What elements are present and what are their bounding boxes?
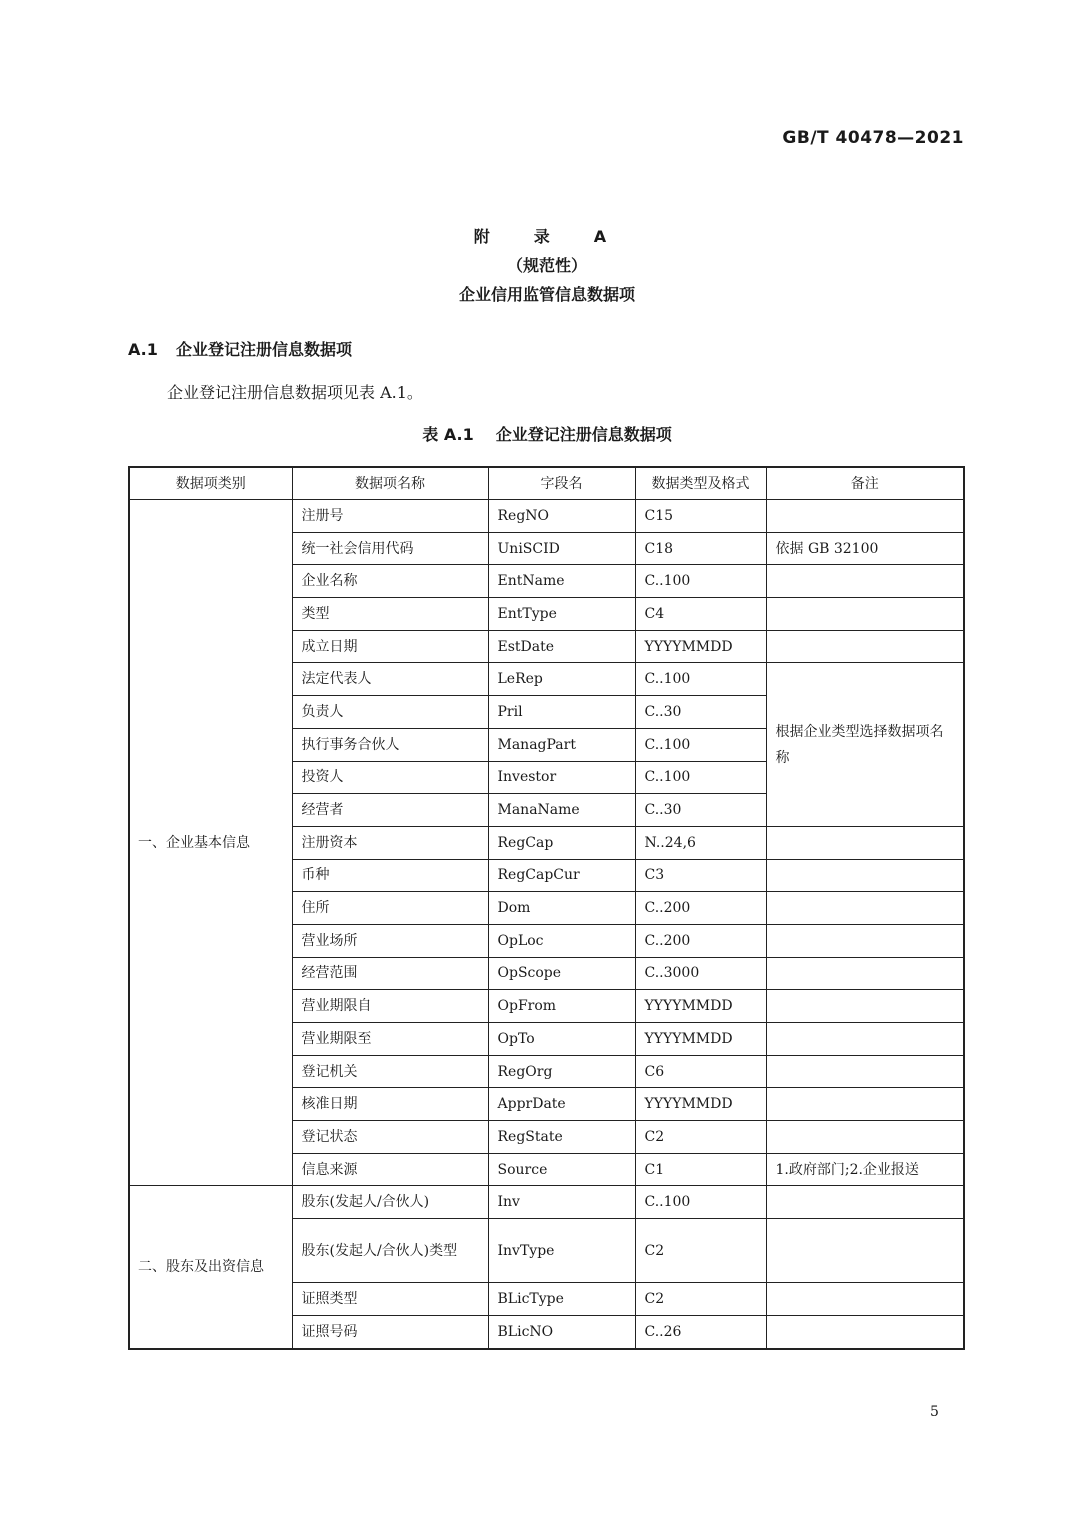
field-name-cell: ApprDate [488,1088,635,1121]
note-cell [766,1088,964,1121]
item-name-cell: 登记机关 [292,1055,488,1088]
item-name-cell: 投资人 [292,761,488,794]
note-cell [766,500,964,533]
header-note: 备注 [766,467,964,500]
item-name-cell: 股东(发起人/合伙人) [292,1186,488,1219]
item-name-cell: 营业期限自 [292,990,488,1023]
data-type-cell: YYYYMMDD [635,630,766,663]
annex-heading [0,222,1080,309]
annex-title: 企业信用监管信息数据项 [458,285,635,304]
data-type-cell: C..100 [635,565,766,598]
annex-nature: （规范性） [506,256,587,275]
data-type-cell: C15 [635,500,766,533]
section-title: 企业登记注册信息数据项 [176,340,353,359]
field-name-cell: Pril [488,696,635,729]
item-name-cell: 营业期限至 [292,1023,488,1056]
field-name-cell: ManaName [488,794,635,827]
section-paragraph: 企业登记注册信息数据项见表 A.1。 [167,383,423,402]
field-name-cell: BLicNO [488,1315,635,1348]
item-name-cell: 成立日期 [292,630,488,663]
header-item-name: 数据项名称 [292,467,488,500]
table-title: 企业登记注册信息数据项 [495,425,672,444]
field-name-cell: RegCapCur [488,859,635,892]
field-name-cell: BLicType [488,1283,635,1316]
note-cell [766,859,964,892]
field-name-cell: OpLoc [488,924,635,957]
standard-number: GB/T 40478—2021 [782,128,964,148]
note-cell [766,1219,964,1283]
header-field-name: 字段名 [488,467,635,500]
field-name-cell: LeRep [488,663,635,696]
merged-note-cell: 根据企业类型选择数据项名称 [766,663,964,826]
note-cell: 依据 GB 32100 [766,532,964,565]
data-type-cell: C2 [635,1121,766,1154]
data-items-table [128,466,965,1350]
data-type-cell: YYYYMMDD [635,1023,766,1056]
data-type-cell: C..3000 [635,957,766,990]
data-type-cell: C4 [635,598,766,631]
header-category: 数据项类别 [129,467,292,500]
item-name-cell: 经营范围 [292,957,488,990]
field-name-cell: RegNO [488,500,635,533]
item-name-cell: 执行事务合伙人 [292,728,488,761]
category-cell: 二、股东及出资信息 [129,1186,292,1349]
field-name-cell: ManagPart [488,728,635,761]
item-name-cell: 登记状态 [292,1121,488,1154]
field-name-cell: OpFrom [488,990,635,1023]
table-number: 表 A.1 [422,425,474,444]
category-cell: 一、企业基本信息 [129,500,292,1186]
field-name-cell: Investor [488,761,635,794]
note-cell [766,1121,964,1154]
item-name-cell: 证照号码 [292,1315,488,1348]
table-header-row [129,467,964,500]
note-cell [766,630,964,663]
note-cell [766,957,964,990]
data-type-cell: C..100 [635,761,766,794]
note-cell [766,1315,964,1348]
table-caption [0,422,1080,445]
item-name-cell: 住所 [292,892,488,925]
field-name-cell: UniSCID [488,532,635,565]
item-name-cell: 注册号 [292,500,488,533]
field-name-cell: Inv [488,1186,635,1219]
item-name-cell: 类型 [292,598,488,631]
note-cell [766,1283,964,1316]
item-name-cell: 证照类型 [292,1283,488,1316]
item-name-cell: 经营者 [292,794,488,827]
table-row [129,500,964,533]
data-type-cell: C2 [635,1283,766,1316]
field-name-cell: RegState [488,1121,635,1154]
item-name-cell: 股东(发起人/合伙人)类型 [292,1219,488,1283]
field-name-cell: EntName [488,565,635,598]
field-name-cell: RegOrg [488,1055,635,1088]
note-cell [766,1023,964,1056]
note-cell [766,565,964,598]
note-cell [766,1186,964,1219]
data-type-cell: C..100 [635,728,766,761]
item-name-cell: 币种 [292,859,488,892]
section-heading [128,337,352,360]
data-type-cell: C..100 [635,663,766,696]
item-name-cell: 统一社会信用代码 [292,532,488,565]
note-cell [766,826,964,859]
data-type-cell: YYYYMMDD [635,990,766,1023]
item-name-cell: 核准日期 [292,1088,488,1121]
data-type-cell: C3 [635,859,766,892]
data-type-cell: C..100 [635,1186,766,1219]
data-type-cell: C2 [635,1219,766,1283]
annex-label: 附 录 A [473,227,621,246]
item-name-cell: 营业场所 [292,924,488,957]
data-type-cell: C..200 [635,924,766,957]
header-data-type: 数据类型及格式 [635,467,766,500]
field-name-cell: Dom [488,892,635,925]
data-type-cell: C..26 [635,1315,766,1348]
table-row [129,1186,964,1219]
field-name-cell: InvType [488,1219,635,1283]
field-name-cell: EstDate [488,630,635,663]
item-name-cell: 法定代表人 [292,663,488,696]
section-number: A.1 [128,340,158,359]
field-name-cell: RegCap [488,826,635,859]
note-cell [766,924,964,957]
note-cell: 1.政府部门;2.企业报送 [766,1153,964,1186]
item-name-cell: 企业名称 [292,565,488,598]
note-cell [766,990,964,1023]
data-type-cell: C..30 [635,696,766,729]
note-cell [766,892,964,925]
field-name-cell: Source [488,1153,635,1186]
data-type-cell: C..30 [635,794,766,827]
data-type-cell: C18 [635,532,766,565]
item-name-cell: 注册资本 [292,826,488,859]
field-name-cell: EntType [488,598,635,631]
note-cell [766,598,964,631]
field-name-cell: OpTo [488,1023,635,1056]
data-type-cell: C6 [635,1055,766,1088]
data-type-cell: C1 [635,1153,766,1186]
note-cell [766,1055,964,1088]
data-type-cell: N..24,6 [635,826,766,859]
item-name-cell: 信息来源 [292,1153,488,1186]
data-type-cell: C..200 [635,892,766,925]
field-name-cell: OpScope [488,957,635,990]
page-number: 5 [930,1404,939,1420]
data-type-cell: YYYYMMDD [635,1088,766,1121]
item-name-cell: 负责人 [292,696,488,729]
